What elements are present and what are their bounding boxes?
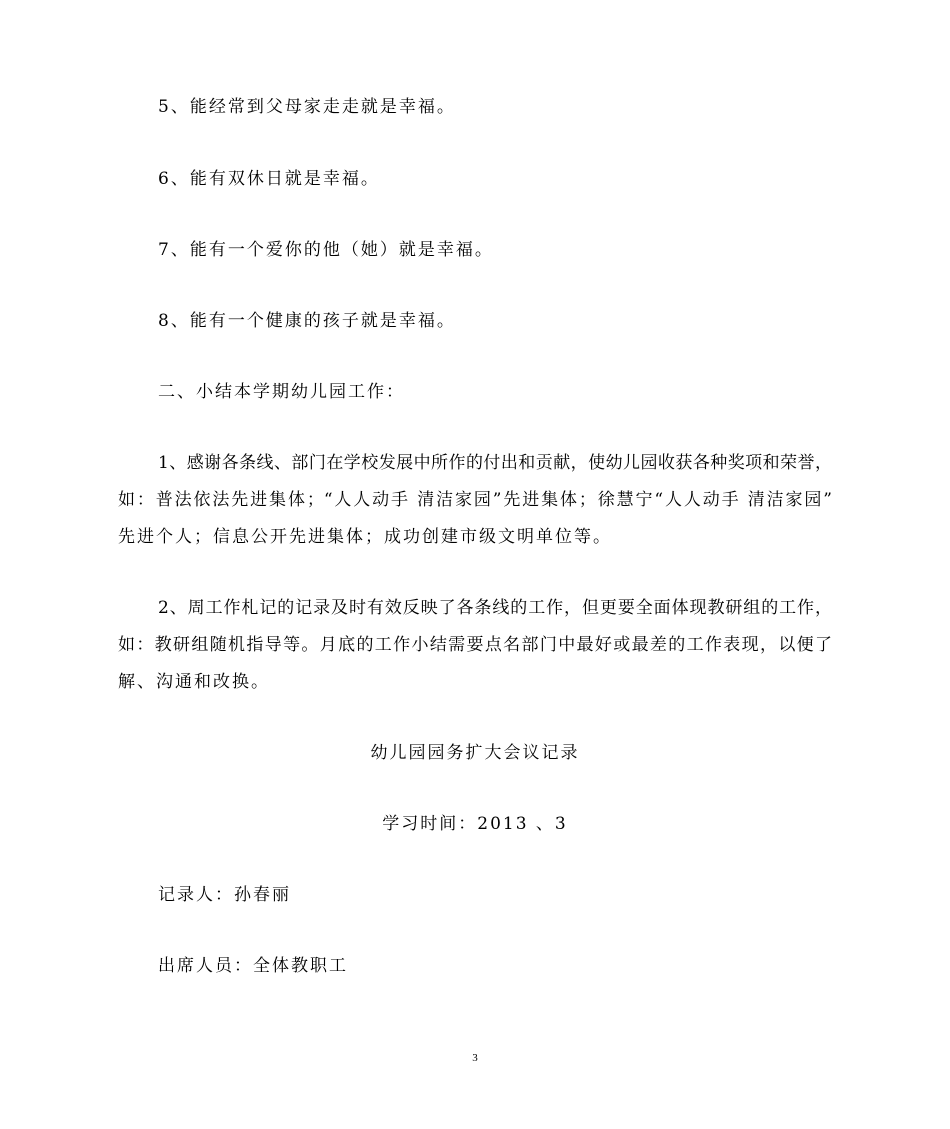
paragraph-1-line-3: 先进个人；信息公开先进集体；成功创建市级文明单位等。: [118, 527, 612, 547]
meeting-title: 幼儿园园务扩大会议记录: [370, 743, 580, 763]
paragraph-1-line-2: 如：普法依法先进集体；“人人动手 清洁家园”先进集体；徐慧宁“人人动手 清洁家园”: [118, 490, 832, 510]
paragraph-2-line-3: 解、沟通和改换。: [118, 672, 270, 692]
list-item-5: 5、能经常到父母家走走就是幸福。: [158, 97, 456, 117]
list-item-6: 6、能有双休日就是幸福。: [158, 169, 380, 189]
study-time: 学习时间：2013 、3: [382, 814, 568, 834]
list-item-7: 7、能有一个爱你的他（她）就是幸福。: [158, 240, 494, 260]
attendees-line: 出席人员：全体教职工: [158, 956, 348, 976]
recorder-line: 记录人：孙春丽: [158, 885, 291, 905]
paragraph-2-line-1: 2、周工作札记的记录及时有效反映了各条线的工作，但更要全面体现教研组的工作，: [158, 598, 832, 618]
section-heading: 二、小结本学期幼儿园工作：: [158, 382, 405, 402]
list-item-8: 8、能有一个健康的孩子就是幸福。: [158, 311, 456, 331]
paragraph-1-line-1: 1、感谢各条线、部门在学校发展中所作的付出和贡献，使幼儿园收获各种奖项和荣誉，: [158, 453, 832, 473]
paragraph-2-line-2: 如：教研组随机指导等。月底的工作小结需要点名部门中最好或最差的工作表现，以便了: [118, 635, 832, 655]
page-number: 3: [472, 1052, 478, 1064]
